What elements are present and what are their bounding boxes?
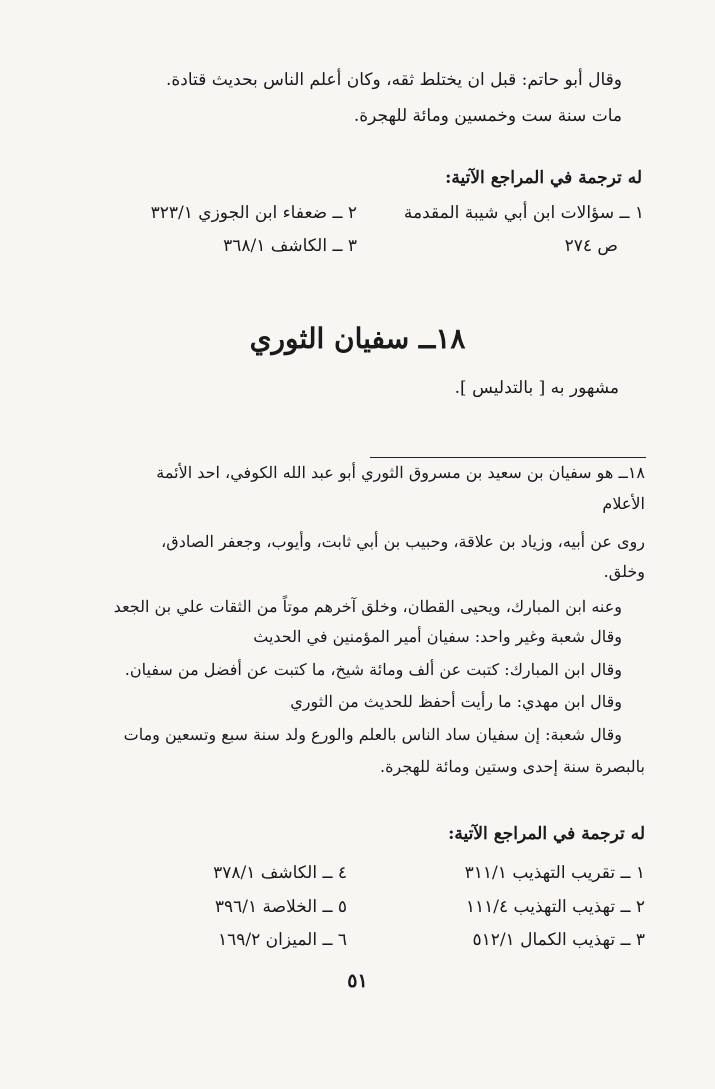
reference-item: ٣ ــ تهذيب الكمال ٥١٢/١	[472, 930, 645, 950]
text-line: وقال أبو حاتم: قبل ان يختلط ثقه، وكان أعلم الناس بحديث قتادة.	[166, 70, 622, 90]
footnote-line: الأعلام	[602, 494, 645, 513]
reference-item: ١ ــ تقريب التهذيب ٣١١/١	[464, 863, 645, 883]
footnote-line: وقال شعبة وغير واحد: سفيان أمير المؤمنين في الحديث	[253, 627, 622, 646]
reference-item: ٢ ــ ضعفاء ابن الجوزي ٣٢٣/١	[150, 203, 357, 223]
reference-item: ٤ ــ الكاشف ٣٧٨/١	[213, 863, 347, 883]
references-heading: له ترجمة في المراجع الآتية:	[448, 824, 645, 844]
footnote-line: روى عن أبيه، وزياد بن علاقة، وحبيب بن أبي ثابت، وأيوب، وجعفر الصادق،	[161, 532, 645, 551]
reference-item: ١ ــ سؤالات ابن أبي شيبة المقدمة	[403, 203, 644, 223]
text-line: مات سنة ست وخمسين ومائة للهجرة.	[353, 106, 622, 126]
reference-item: ٢ ــ تهذيب التهذيب ١١١/٤	[465, 897, 645, 917]
footnote-line: وقال ابن مهدي: ما رأيت أحفظ للحديث من الثوري	[290, 692, 622, 711]
reference-item: ٦ ــ الميزان ١٦٩/٢	[217, 930, 347, 950]
footnote-line: وقال ابن المبارك: كتبت عن ألف ومائة شيخ، ما كتبت عن أفضل من سفيان.	[124, 660, 622, 679]
references-heading: له ترجمة في المراجع الآتية:	[445, 168, 642, 188]
entry-subtitle: مشهور به [ بالتدليس ].	[454, 378, 619, 398]
footnote-line: ١٨ــ هو سفيان بن سعيد بن مسروق الثوري أبو عبد الله الكوفي، احد الأئمة	[156, 463, 645, 482]
footnote-line: وخلق.	[603, 562, 645, 581]
footnote-rule	[370, 457, 646, 458]
reference-item: ٣ ــ الكاشف ٣٦٨/١	[223, 236, 357, 256]
entry-title: ١٨ــ سفيان الثوري	[249, 322, 466, 355]
footnote-line: بالبصرة سنة إحدى وستين ومائة للهجرة.	[380, 757, 645, 776]
footnote-line: وقال شعبة: إن سفيان ساد الناس بالعلم والورع ولد سنة سبع وتسعين ومات	[123, 725, 622, 744]
reference-item-continuation: ص ٢٧٤	[564, 236, 618, 256]
page-number: ٥١	[347, 970, 368, 992]
reference-item: ٥ ــ الخلاصة ٣٩٦/١	[214, 897, 347, 917]
footnote-line: وعنه ابن المبارك، ويحيى القطان، وخلق آخرهم موتاً من الثقات علي بن الجعد	[113, 597, 622, 616]
